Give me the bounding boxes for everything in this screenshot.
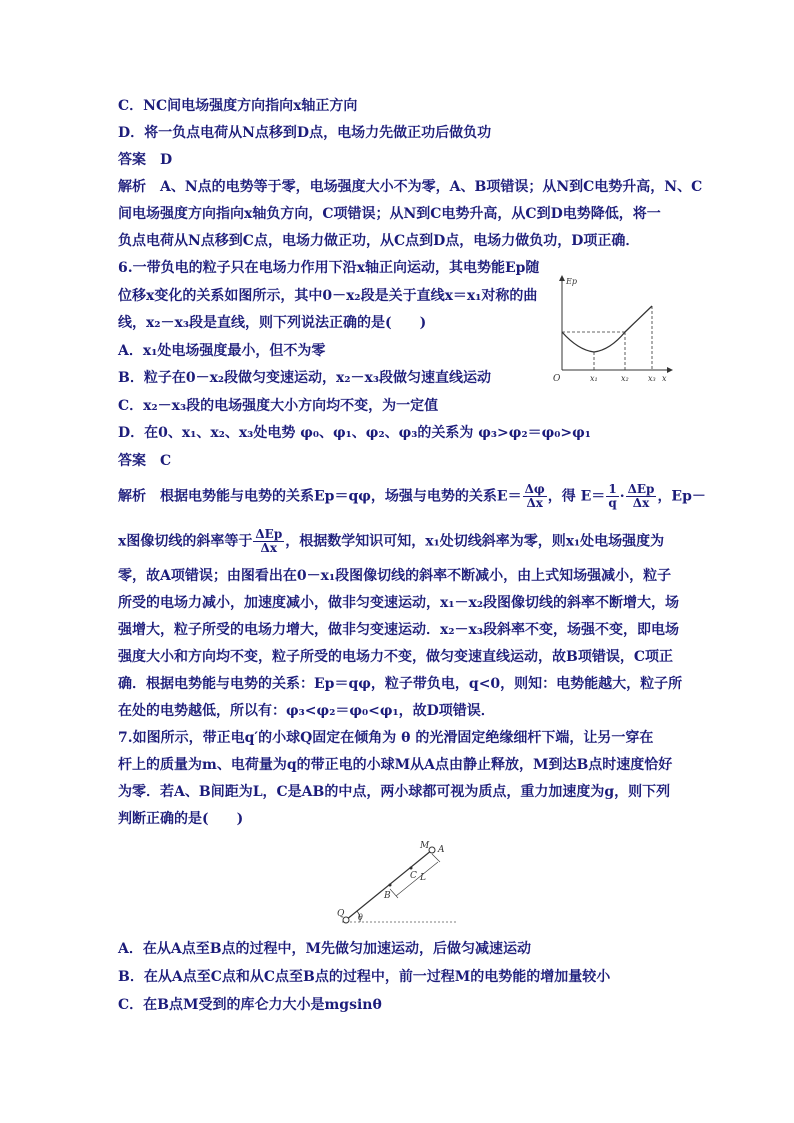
q7-option-c: C．在B点M受到的库仑力大小是mgsinθ — [118, 997, 382, 1013]
q6-exp-text-3: ，Ep－ — [657, 488, 706, 505]
ep-axis-label: Ep — [566, 277, 577, 286]
frac-num: ΔEp — [627, 482, 655, 496]
q6-explanation-4: 所受的电场力减小，加速度减小，做非匀变速运动，x₁－x₂段图像切线的斜率不断增大，场 — [118, 595, 679, 611]
label-a: A — [438, 845, 445, 855]
q6-exp-text-5: ，根据数学知识可知，x₁处切线斜率为零，则x₁处电场强度为 — [285, 533, 665, 550]
label-theta: θ — [358, 913, 363, 922]
q7-stem-2: 杆上的质量为m、电荷量为q的带正电的小球M从A点由静止释放，M到达B点时速度恰好 — [118, 757, 673, 773]
q6-explanation-6: 强度大小和方向均不变，粒子所受的电场力不变，做匀变速直线运动，故B项错误，C项正 — [118, 649, 673, 665]
frac-num: 1 — [606, 483, 618, 497]
q6-exp-dot: · — [619, 488, 625, 505]
q6-answer: 答案 C — [118, 453, 172, 469]
q6-exp-text-4: x图像切线的斜率等于 — [118, 533, 253, 550]
length-l-line — [396, 862, 438, 896]
fraction-dep-dx — [626, 483, 657, 510]
q6-option-c: C．x₂－x₃段的电场强度大小方向均不变，为一定值 — [118, 398, 439, 414]
origin-label: O — [553, 374, 561, 384]
ep-curve — [562, 306, 652, 352]
q6-exp-text-2: ，得 E＝ — [547, 488, 606, 505]
q6-explanation-2 — [118, 528, 664, 555]
frac-num: Δφ — [524, 482, 545, 496]
q5-explanation-2: 间电场强度方向指向x轴负方向，C项错误；从N到C电势升高，从C到D电势降低，将一 — [118, 206, 661, 222]
q6-explanation-5: 强增大，粒子所受的电场力增大，做非匀变速运动．x₂－x₃段斜率不变，场强不变，即电场 — [118, 622, 679, 638]
frac-den: Δx — [260, 541, 278, 555]
label-l: L — [420, 873, 426, 883]
length-marker-1 — [432, 854, 440, 862]
x-axis-label: x — [662, 374, 667, 383]
ball-m — [429, 847, 435, 853]
q6-exp-text-1: 解析 根据电势能与电势的关系Ep＝qφ，场强与电势的关系E＝ — [118, 488, 522, 505]
frac-den: q — [608, 496, 617, 510]
q5-answer: 答案 D — [118, 152, 173, 168]
q6-stem-3: 线，x₂－x₃段是直线，则下列说法正确的是( ) — [118, 315, 427, 331]
q7-stem-4: 判断正确的是( ) — [118, 811, 244, 827]
q6-explanation-3: 零，故A项错误；由图看出在0－x₁段图像切线的斜率不断减小，由上式知场强减小，粒子 — [118, 568, 672, 584]
x1-label: x₁ — [590, 374, 598, 383]
q7-stem-3: 为零．若A、B间距为L，C是AB的中点，两小球都可视为质点，重力加速度为g，则下列 — [118, 784, 671, 800]
label-b: B — [384, 891, 391, 901]
q7-stem-1: 7.如图所示，带正电q′的小球Q固定在倾角为 θ 的光滑固定绝缘细杆下端，让另一穿在 — [118, 730, 654, 746]
label-c: C — [410, 871, 417, 881]
fraction-dphi-dx — [523, 483, 547, 510]
label-q: Q — [337, 909, 345, 919]
point-b — [389, 884, 392, 887]
ep-x-graph — [550, 270, 680, 388]
q5-option-d: D．将一负点电荷从N点移到D点，电场力先做正功后做负功 — [118, 125, 492, 141]
fraction-dep-dx-2 — [253, 528, 284, 555]
q6-stem-2: 位移x变化的关系如图所示，其中0－x₂段是关于直线x＝x₁对称的曲 — [118, 288, 538, 304]
frac-num: ΔEp — [255, 527, 283, 541]
frac-den: Δx — [526, 496, 543, 510]
q6-stem-1: 6.一带负电的粒子只在电场力作用下沿x轴正向运动，其电势能Ep随 — [118, 260, 540, 276]
frac-den: Δx — [632, 496, 650, 510]
inclined-rod-figure — [336, 832, 460, 930]
q7-option-a: A．在从A点至B点的过程中，M先做匀加速运动，后做匀减速运动 — [118, 941, 532, 957]
fraction-1-q — [606, 483, 618, 510]
q6-option-a: A．x₁处电场强度最小，但不为零 — [118, 343, 326, 359]
point-c — [410, 867, 413, 870]
q7-option-b: B．在从A点至C点和从C点至B点的过程中，前一过程M的电势能的增加量较小 — [118, 969, 611, 985]
q5-explanation-1: 解析 A、N点的电势等于零，电场强度大小不为零，A、B项错误；从N到C电势升高，N、C — [118, 179, 703, 195]
x3-label: x₃ — [648, 374, 656, 383]
q6-explanation-7: 确．根据电势能与电势的关系：Ep＝qφ，粒子带负电，q<0，则知：电势能越大，粒子所 — [118, 676, 683, 692]
q6-explanation-1 — [118, 483, 706, 510]
q6-option-d: D．在0、x₁、x₂、x₃处电势 φ₀、φ₁、φ₂、φ₃的关系为 φ₃>φ₂＝φ₀>φ₁ — [118, 425, 591, 441]
q5-option-c: C．NC间电场强度方向指向x轴正方向 — [118, 98, 358, 114]
q6-option-b: B．粒子在0－x₂段做匀变速运动，x₂－x₃段做匀速直线运动 — [118, 370, 492, 386]
label-m: M — [420, 841, 430, 851]
q6-explanation-8: 在处的电势越低，所以有：φ₃<φ₂＝φ₀<φ₁，故D项错误． — [118, 703, 495, 719]
length-marker-2 — [390, 889, 398, 898]
x2-label: x₂ — [621, 374, 629, 383]
q5-explanation-3: 负点电荷从N点移到C点，电场力做正功，从C点到D点，电场力做负功，D项正确． — [118, 233, 640, 249]
